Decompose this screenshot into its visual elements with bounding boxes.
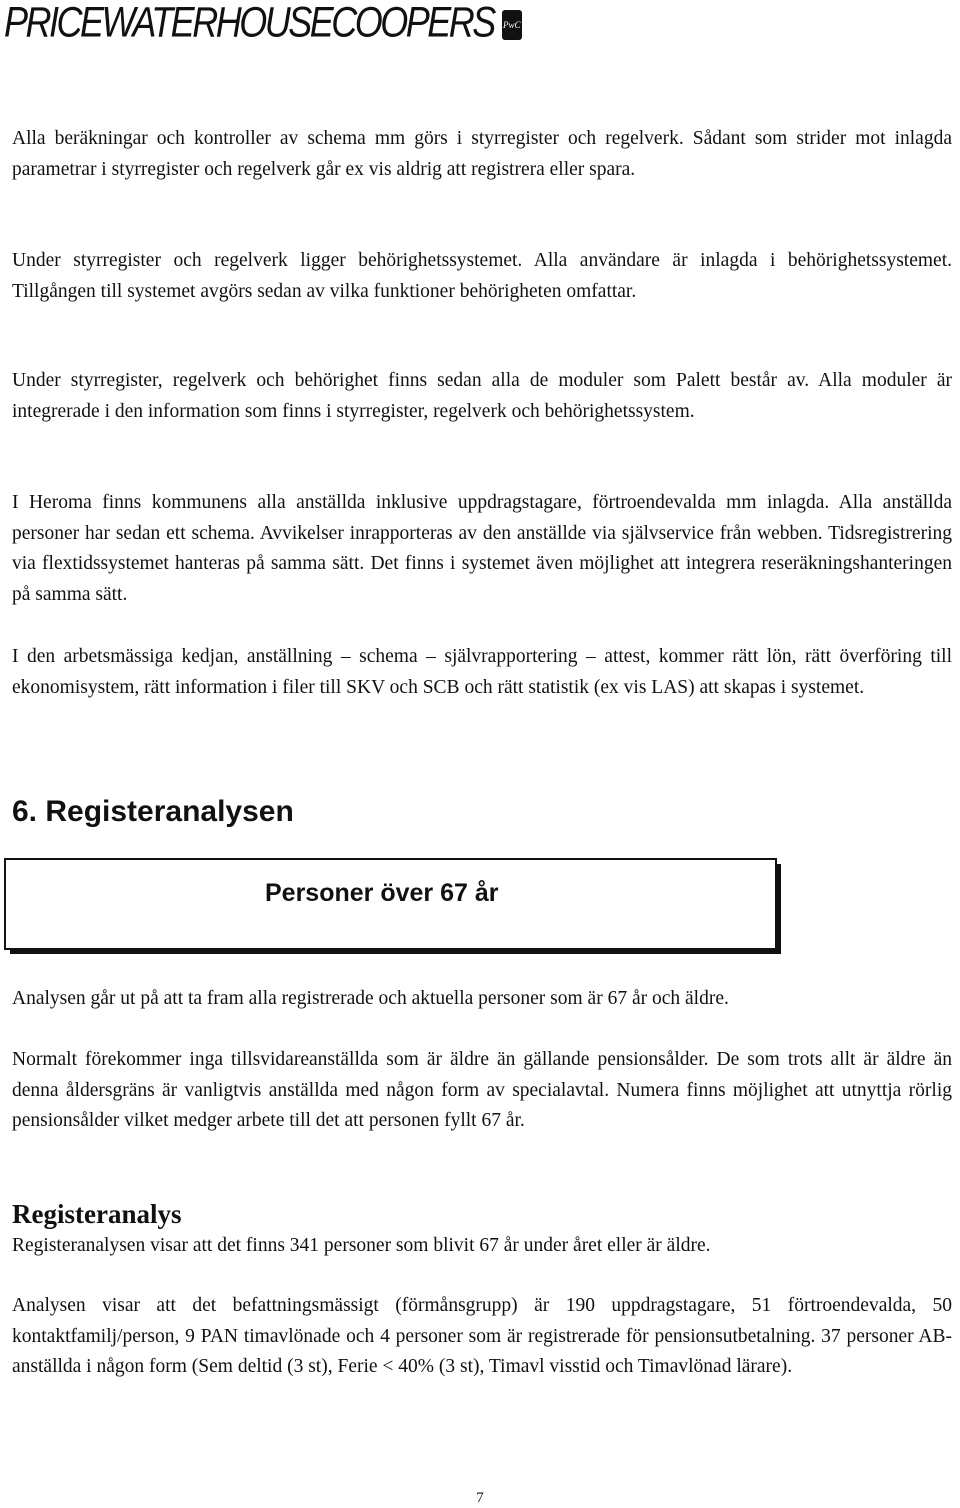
company-logo <box>4 0 522 46</box>
paragraph-6: Analysen går ut på att ta fram alla registrerade och aktuella personer som är 67 år och äldre. <box>12 988 729 1009</box>
logo-seal-icon: PwC <box>502 10 522 40</box>
subheading: Registeranalys <box>12 1199 182 1229</box>
paragraph-9: Analysen visar att det befattningsmässigt (förmånsgrupp) är 190 uppdragstagare, 51 förtroendevalda, 50 kontaktfamilj/person, 9 PAN timavlönade och 4 personer som är registrerade för pensionsutbetalning. 37 personer AB-anställda i någon form (Sem deltid (3 st), Ferie < 40% (3 st), Timavl visstid och Timavlönad lärare). <box>12 1295 952 1377</box>
page-number: 7 <box>476 1490 484 1506</box>
paragraph-8: Registeranalysen visar att det finns 341 personer som blivit 67 år under året eller är äldre. <box>12 1235 711 1256</box>
logo-wordmark: PRICEWATERHOUSECOOPERS <box>4 0 494 46</box>
paragraph-4: I Heroma finns kommunens alla anställda inklusive uppdragstagare, förtroendevalda mm inlagda. Alla anställda personer har sedan ett schema. Avvikelser inrapporteras av den anställde via självservice från webben. Tidsregistrering via flextidssystemet hanteras på samma sätt. Det finns i systemet även möjlighet att integrera reseräkningshanteringen på samma sätt. <box>12 492 952 605</box>
paragraph-2: Under styrregister och regelverk ligger behörighetssystemet. Alla användare är inlagda i behörighetssystemet. Tillgången till systemet avgörs sedan av vilka funktioner behörigheten omfattar. <box>12 250 952 302</box>
title-box-frame <box>4 858 777 950</box>
paragraph-5: I den arbetsmässiga kedjan, anställning – schema – självrapportering – attest, kommer rätt lön, rätt överföring till ekonomisystem, rätt information i filer till SKV och SCB och rätt statistik (ex vis LAS) att skapas i systemet. <box>12 646 952 698</box>
paragraph-7: Normalt förekommer inga tillsvidareanställda som är äldre än gällande pensionsålder. De som trots allt är äldre än denna åldersgräns är vanligtvis anställda med någon form av specialavtal. Numera finns möjlighet att utnyttja rörlig pensionsålder vilket medger arbete till det att personen fyllt 67 år. <box>12 1049 952 1131</box>
title-box <box>4 858 781 954</box>
box-title: Personer över 67 år <box>265 879 499 907</box>
section-heading: 6. Registeranalysen <box>12 795 294 828</box>
paragraph-1: Alla beräkningar och kontroller av schema mm görs i styrregister och regelverk. Sådant som strider mot inlagda parametrar i styrregister och regelverk går ex vis aldrig att registrera eller spara. <box>12 128 952 180</box>
paragraph-3: Under styrregister, regelverk och behörighet finns sedan alla de moduler som Palett består av. Alla moduler är integrerade i den information som finns i styrregister, regelverk och behörighetssystem. <box>12 370 952 422</box>
